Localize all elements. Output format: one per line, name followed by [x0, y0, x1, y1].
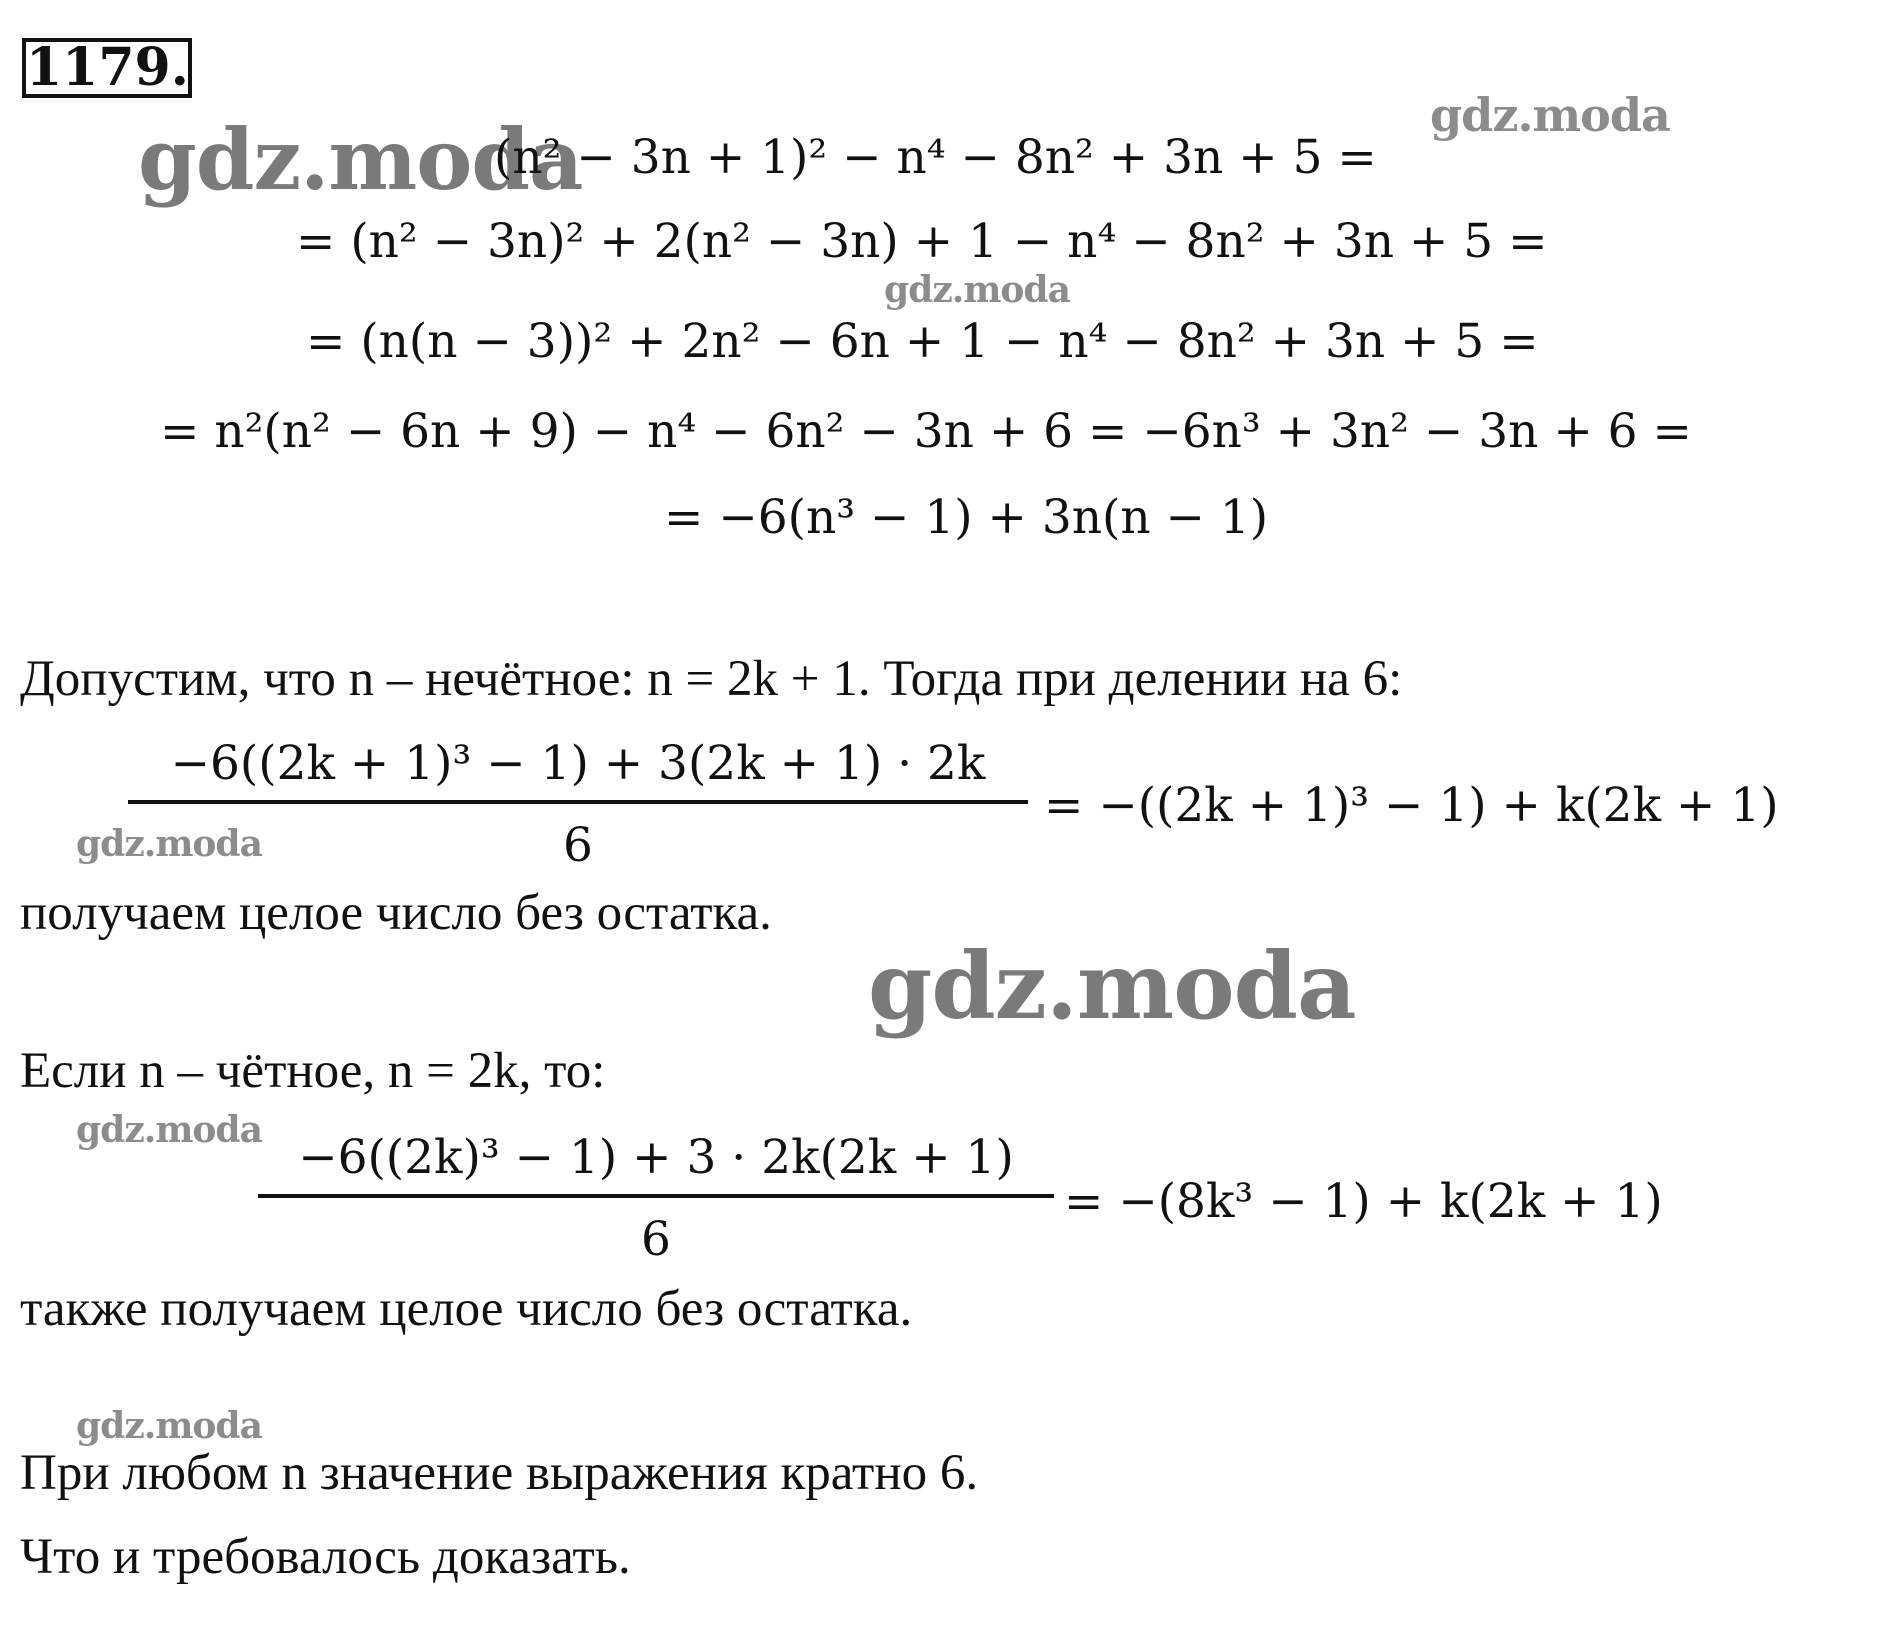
- odd-case-conclusion: получаем целое число без остатка.: [20, 885, 772, 941]
- even-case-denominator: 6: [641, 1212, 671, 1267]
- final-statement: При любом n значение выражения кратно 6.: [20, 1445, 979, 1501]
- even-case-result: = −(8k³ − 1) + k(2k + 1): [1064, 1174, 1663, 1229]
- derivation-line-4: = n²(n² − 6n + 9) − n⁴ − 6n² − 3n + 6 = −6n³ + 3n² − 3n + 6 =: [160, 404, 1692, 459]
- watermark: gdz.moda: [1430, 88, 1670, 142]
- odd-case-fraction-bar: [128, 800, 1028, 804]
- watermark: gdz.moda: [76, 823, 262, 865]
- odd-case-numerator: −6((2k + 1)³ − 1) + 3(2k + 1) · 2k: [170, 736, 986, 791]
- derivation-line-1: [494, 130, 1377, 185]
- odd-case-denominator: 6: [563, 818, 593, 873]
- problem-number: 1179.: [22, 38, 192, 98]
- watermark: gdz.moda: [868, 932, 1356, 1040]
- derivation-line-1-text: (n² − 3n + 1)² − n⁴ − 8n² + 3n + 5 =: [494, 130, 1377, 185]
- final-qed: Что и требовалось доказать.: [20, 1529, 631, 1585]
- watermark: gdz.moda: [138, 110, 583, 209]
- derivation-line-3: = (n(n − 3))² + 2n² − 6n + 1 − n⁴ − 8n² + 3n + 5 =: [306, 314, 1539, 369]
- derivation-line-5: = −6(n³ − 1) + 3n(n − 1): [664, 490, 1269, 545]
- even-case-numerator: −6((2k)³ − 1) + 3 · 2k(2k + 1): [298, 1130, 1014, 1185]
- odd-case-result: = −((2k + 1)³ − 1) + k(2k + 1): [1044, 778, 1779, 833]
- even-case-fraction-bar: [258, 1194, 1054, 1198]
- even-case-intro: Если n – чётное, n = 2k, то:: [20, 1043, 606, 1099]
- even-case-conclusion: также получаем целое число без остатка.: [20, 1281, 913, 1337]
- odd-case-intro: Допустим, что n – нечётное: n = 2k + 1. Тогда при делении на 6:: [20, 651, 1403, 707]
- derivation-line-2: = (n² − 3n)² + 2(n² − 3n) + 1 − n⁴ − 8n² + 3n + 5 =: [296, 214, 1548, 269]
- watermark: gdz.moda: [76, 1109, 262, 1151]
- watermark: gdz.moda: [884, 269, 1070, 311]
- watermark: gdz.moda: [76, 1405, 262, 1447]
